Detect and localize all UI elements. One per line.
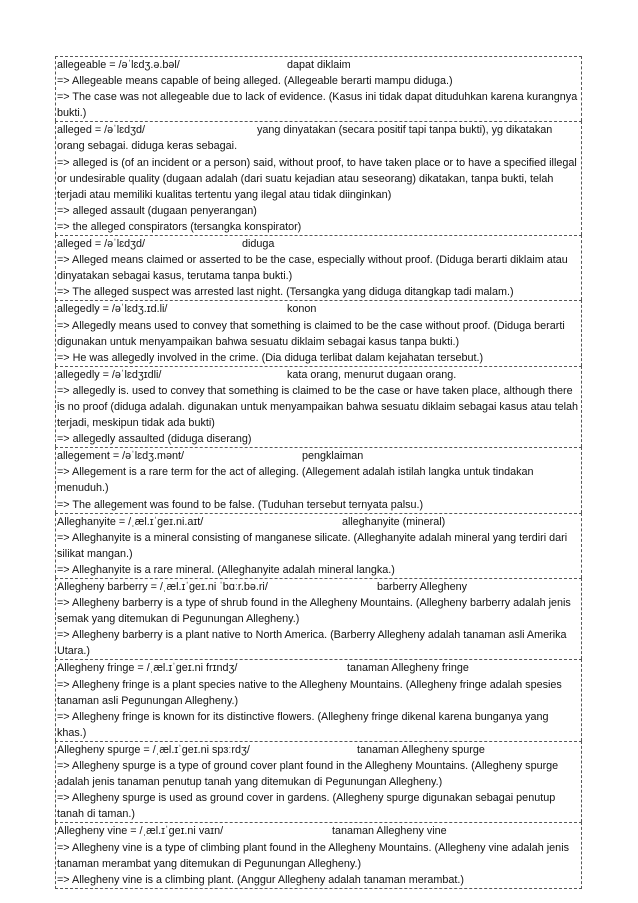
translation: kata orang, menurut dugaan orang. <box>287 368 457 381</box>
entry-header <box>57 236 580 252</box>
translation: konon <box>287 303 317 316</box>
example-line: => Alleghanyite is a mineral consisting of manganese silicate. (Alleghanyite adalah mineral yang terdiri dari silikat mangan.) <box>57 531 568 560</box>
entry-header <box>57 301 580 317</box>
example-line: => The allegement was found to be false. (Tuduhan tersebut ternyata palsu.) <box>57 498 424 511</box>
headword-pronunciation: Allegheny vine = /ˌæl.ɪˈɡeɪ.ni vaɪn/ <box>57 825 224 838</box>
example-line: => Allegheny barberry is a type of shrub found in the Allegheny Mountains. (Allegheny barberry adalah jenis semak yang ditemukan di Pegunungan Allegheny.) <box>57 597 571 626</box>
translation: barberry Allegheny <box>377 581 468 593</box>
headword-pronunciation: allegedly = /əˈlɛdʒɪdli/ <box>57 368 162 381</box>
dictionary-entry <box>55 447 582 512</box>
entry-header <box>57 660 580 676</box>
dictionary-entry <box>55 300 582 365</box>
example-line: => The alleged suspect was arrested last night. (Tersangka yang diduga ditangkap tadi malam.) <box>57 286 514 299</box>
translation: tanaman Allegheny spurge <box>357 743 485 756</box>
translation: yang dinyatakan (secara positif tapi tanpa bukti), yg dikatakan orang sebagai. diduga keras sebagai. <box>57 124 553 153</box>
entry-header <box>57 579 580 595</box>
headword-pronunciation: Allegheny fringe = /ˌæl.ɪˈɡeɪ.ni frɪndʒ/ <box>57 662 238 675</box>
headword-pronunciation: Allegheny spurge = /ˌæl.ɪˈɡeɪ.ni spɜːrdʒ/ <box>57 743 250 756</box>
example-line: => Allegheny spurge is used as ground cover in gardens. (Allegheny spurge digunakan sebagai penutup tanah di taman.) <box>57 792 556 821</box>
example-line: => allegedly is. used to convey that something is claimed to be the case or have taken place, although there is no proof (diduga adalah. digunakan untuk menyampaikan bahwa sesuatu diklaim sebagai kasus atau telah terjadi, meskipun tidak ada bukti) <box>57 384 578 430</box>
example-line: => Allegheny spurge is a type of ground cover plant found in the Allegheny Mountains. (Allegheny spurge adalah jenis tanaman penutup tanah yang ditemukan di Pegunungan Allegheny.) <box>57 760 559 789</box>
headword-pronunciation: allegement = /əˈlɛdʒ.mənt/ <box>57 450 184 463</box>
translation: pengklaiman <box>302 450 364 463</box>
example-line: => Allegheny vine is a type of climbing plant found in the Allegheny Mountains. (Allegheny vine adalah jenis tanaman merambat yang ditemukan di Pegunungan Allegheny.) <box>57 841 569 870</box>
dictionary-entry <box>55 235 582 300</box>
translation: tanaman Allegheny fringe <box>347 662 469 675</box>
example-line: => Alleged means claimed or asserted to be the case, especially without proof. (Diduga berarti diklaim atau dinyatakan sebagai kasus, terutama tanpa bukti.) <box>57 254 568 283</box>
dictionary-entry <box>55 121 582 235</box>
example-line: => Allegeable means capable of being alleged. (Allegeable berarti mampu diduga.) <box>57 75 453 88</box>
headword-pronunciation: alleged = /əˈlɛdʒd/ <box>57 124 145 137</box>
entry-header <box>57 367 580 383</box>
dictionary-page <box>55 56 582 889</box>
example-line: => Allegheny fringe is a plant species native to the Allegheny Mountains. (Allegheny fringe adalah spesies tanaman asli Pegunungan Allegheny.) <box>57 678 562 707</box>
dictionary-entry <box>55 56 582 121</box>
translation: alleghanyite (mineral) <box>342 515 446 528</box>
entry-header <box>57 823 580 839</box>
entry-header <box>57 122 580 154</box>
dictionary-entry <box>55 513 582 578</box>
headword-pronunciation: Allegheny barberry = /ˌæl.ɪˈɡeɪ.ni ˈbɑːr.bə.ri/ <box>57 581 268 593</box>
example-line: => the alleged conspirators (tersangka konspirator) <box>57 220 302 233</box>
example-line: => alleged is (of an incident or a person) said, without proof, to have taken place or to have a specified illegal or undesirable quality (dugaan adalah (dari suatu kejadian atau seseorang) dikatakan, tanpa bukti, telah terjadi atau memiliki kualitas tertentu yang ilegal atau tidak diinginkan) <box>57 156 577 201</box>
entry-header <box>57 742 580 758</box>
headword-pronunciation: Alleghanyite = /ˌæl.ɪˈɡeɪ.ni.aɪt/ <box>57 515 204 528</box>
entry-header <box>57 57 580 73</box>
dictionary-entry <box>55 578 582 659</box>
entry-header <box>57 514 580 530</box>
headword-pronunciation: allegeable = /əˈlɛdʒ.ə.bəl/ <box>57 59 180 71</box>
example-line: => Allegement is a rare term for the act of alleging. (Allegement adalah istilah langka untuk tindakan menuduh.) <box>57 466 534 495</box>
dictionary-entry <box>55 822 582 888</box>
example-line: => The case was not allegeable due to lack of evidence. (Kasus ini tidak dapat dituduhkan karena kurangnya bukti.) <box>57 91 578 120</box>
translation: diduga <box>242 238 275 251</box>
example-line: => allegedly assaulted (diduga diserang) <box>57 433 252 446</box>
dictionary-entry <box>55 366 582 447</box>
example-line: => He was allegedly involved in the crime. (Dia diduga terlibat dalam kejahatan tersebut.) <box>57 351 484 364</box>
example-line: => Allegheny vine is a climbing plant. (Anggur Allegheny adalah tanaman merambat.) <box>57 873 464 886</box>
dictionary-entry <box>55 741 582 822</box>
example-line: => Allegedly means used to convey that something is claimed to be the case without proof. (Diduga berarti digunakan untuk menyampaikan bahwa sesuatu diklaim sebagai kasus tanpa bukti.) <box>57 319 565 348</box>
headword-pronunciation: alleged = /əˈlɛdʒd/ <box>57 238 145 251</box>
example-line: => Alleghanyite is a rare mineral. (Alleghanyite adalah mineral langka.) <box>57 563 395 576</box>
example-line: => alleged assault (dugaan penyerangan) <box>57 204 257 217</box>
translation: dapat diklaim <box>287 59 351 71</box>
translation: tanaman Allegheny vine <box>332 825 447 838</box>
entry-header <box>57 448 580 464</box>
headword-pronunciation: allegedly = /əˈlɛdʒ.ɪd.li/ <box>57 303 168 316</box>
example-line: => Allegheny fringe is known for its distinctive flowers. (Allegheny fringe dikenal karena bunganya yang khas.) <box>57 710 549 739</box>
dictionary-entry <box>55 659 582 740</box>
example-line: => Allegheny barberry is a plant native to North America. (Barberry Allegheny adalah tanaman asli Amerika Utara.) <box>57 629 567 658</box>
